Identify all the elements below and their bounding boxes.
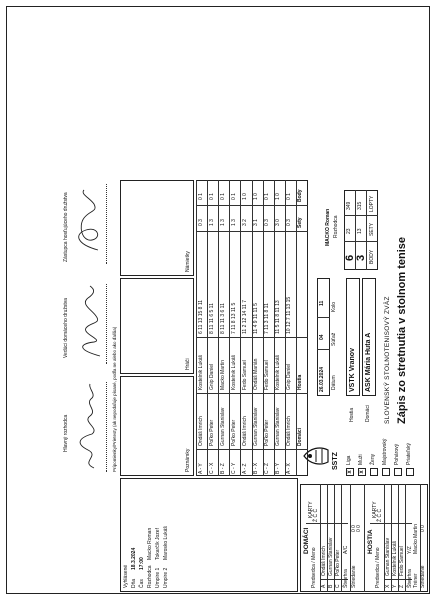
game-home-player: Gurnan Stanislav [275,407,282,446]
home-score-sety: 13 [357,228,363,234]
home-heading: DOMÁCI [303,527,310,554]
label-zeny: Ženy [370,453,376,465]
game-sets-result: 3 1 [253,219,260,226]
game-sets-result: 0 3 [197,219,204,226]
game-home-player: Poľko Peter [230,419,237,446]
label-priatelsky: Priateľský [406,442,412,465]
checkbox-liga[interactable]: x [346,468,354,476]
game-pairing: C - X [208,462,215,474]
notes-small-label: Hráči [185,358,191,370]
footer-ump1: Tokarčík Jozef [155,528,161,560]
footer-info [120,478,298,592]
home-panel [300,484,364,592]
game-pairing: C - Y [230,462,237,474]
score-header-lopty: LOPTY [369,195,375,212]
game-away-player: Ondáš Marián [253,358,260,390]
game-away-player: Kostelnik Lukáš [197,354,204,390]
game-set-scores: 7 11 3 11 8 11 [264,303,271,334]
round-number: 11 [319,300,325,306]
home-sub-vals: 0 0 [351,525,357,532]
notes-right-label: Námietky [185,251,191,272]
home-card-cols: Ž Č Č [313,508,319,522]
home-row-key: A [321,584,327,588]
game-pairing: A - X [286,463,293,474]
game-set-scores: 8 11 11 3 6 11 [219,303,226,334]
home-sub-vals: 0 0 [356,525,362,532]
game-home-player: Gurnan Stanislav [253,407,260,446]
game-away-player: Kostelnik Lukáš [230,354,237,390]
footer-time-label: Čas [139,579,145,588]
game-sets-result: 0 3 [286,219,293,226]
match-info [314,184,380,424]
game-pairing: B - Y [275,462,282,474]
label-poharovy: Pohárový [394,443,400,465]
away-score-lopty: 349 [346,201,352,210]
home-player-name: Ondáš Imrich [321,546,327,576]
checkbox-muzi[interactable]: x [358,468,366,476]
game-home-player: Ondáš Imrich [286,416,293,446]
notes-middle-box [120,278,194,374]
home-team-name: ASK Mária Huta A [365,332,372,392]
game-sets-result: 1 3 [219,219,226,226]
away-score-body: 6 [344,254,356,261]
notes-left-box [120,376,194,476]
col-header-sets: Sety [297,217,303,228]
home-leader-signature [70,382,106,472]
away-player-name: Guman Stanislav [385,537,391,576]
competition-label: Súťaž [331,332,337,346]
match-date: 26.03.2024 [319,366,325,392]
date-label: Dátum [331,375,337,390]
home-captain-label: Predsedca / Meno [311,547,317,588]
label-liga: Liga [346,455,352,465]
game-set-scores: 10 12 7 11 13 15 [286,296,293,334]
game-home-player: Poľko Peter [264,419,271,446]
away-row-key: X [385,584,391,588]
referee-name: MACKO Roman [325,208,331,246]
game-home-player: Ondáš Imrich [197,416,204,446]
footer-deleg-label: Vyhlásené [123,564,129,588]
game-points: 0 1 [197,193,204,200]
col-header-home: Domáci [297,427,303,446]
game-away-player: Kostelnik Lukáš [275,354,282,390]
game-points: 1 0 [242,193,248,200]
game-set-scores: 11 2 12 14 11 7 [242,299,248,334]
home-row-key: C [335,584,341,588]
home-score-lopty: 315 [357,201,363,210]
col-header-away: Hostia [297,374,303,390]
game-pairing: A - Z [242,463,248,474]
game-set-scores: 11 4 9 11 11 5 [253,303,260,334]
logo-text: SSTZ [332,452,339,470]
away-leader-signature [68,188,108,260]
footer-date: 18.3.2024 [131,547,137,570]
home-player-name: Poľko Peter [335,549,341,576]
round-label: Kolo [331,301,337,312]
away-team-name: VSTK Vranov [349,348,356,392]
checkbox-poharovy[interactable] [394,468,402,476]
away-panel [364,484,428,592]
away-team-label: Hostia [349,407,355,422]
home-doubles-label: Štvorhra [343,569,349,588]
away-sub-label: Striedanie [420,565,426,588]
game-pairing: C - Z [264,462,271,474]
game-away-player: Fedo Samuel [242,360,248,390]
checkbox-majstrovsky[interactable] [382,468,390,476]
game-sets-result: 1 3 [230,219,237,226]
footer-ump2: Marosko Lukáš [163,526,169,560]
game-away-player: Gnip Daniel [286,363,293,390]
competition-number: 04 [319,334,325,340]
game-away-player: Fedo Samuel [264,360,271,390]
away-player-name: Kostelnik Lukáš [392,540,398,576]
footer-ump2-label: Umpire 2 [163,567,169,588]
game-home-player: Poľko Peter [208,419,215,446]
home-leader-caption: Vedúci domáceho družstva [63,297,69,358]
home-score-body: 3 [355,254,367,261]
game-sets-result: 1 3 [208,219,215,226]
game-set-scores: 7 11 8 13 11 5 [230,302,237,334]
label-muzi: Muži [358,454,364,465]
footer-referee-label: Rozhodca [147,565,153,588]
game-points: 0 1 [264,193,271,200]
footer-ump1-label: Umpire 1 [155,567,161,588]
home-player-name: Gurnan Stanislav [328,537,334,576]
competition-type-box [344,428,428,482]
game-sets-result: 3 0 [275,219,282,226]
game-set-scores: 6 11 13 15 8 11 [197,299,204,334]
away-coach-label: Tréner [413,573,419,588]
notes-left-label: Poznámky [185,448,191,472]
checkbox-zeny[interactable] [370,468,378,476]
away-doubles-value: Y/Z [407,546,413,554]
game-set-scores: 11 5 11 8 11 13 [275,300,282,334]
away-leader-caption: Zástupca hosťujúceho družstva [63,192,69,262]
away-card-cols: Ž Č Č [377,508,383,522]
game-points: 0 1 [208,193,215,200]
away-captain-label: Predsedca / Meno [375,547,381,588]
home-team-label: Domáci [365,405,371,422]
score-header-body: BODY [369,249,375,264]
game-pairing: B - Z [219,463,226,474]
games-table-body [196,180,308,476]
statement-text: Prípomienky/Prietesty (ak nepodaľuje písané, podľa ne alebo ako ďalšia) [112,326,117,472]
main-referee-caption: Hlavný rozhodca [63,414,69,452]
game-home-player: Gurnan Stanislav [219,407,226,446]
col-header-points: Body [297,189,303,202]
footer-referee: Macko Roman [147,527,153,560]
home-row-key: B [328,584,334,588]
game-points: 0 1 [219,193,226,200]
referee-signature [72,284,108,364]
away-row-key: Z [399,584,405,588]
checkbox-priatelsky[interactable] [406,468,414,476]
federation-name: SLOVENSKÝ STOLNOTENISOVÝ ZVÄZ [384,296,391,424]
footer-date-label: Dňa [131,578,137,588]
game-set-scores: 8 11 11 6 5 11 [208,303,215,334]
away-coach-name: Macko Martin [413,523,419,554]
game-sets-result: 0 3 [264,219,271,226]
game-pairing: B - X [253,462,260,474]
referee-label: Rozhodca [333,215,339,238]
away-cards-label: KARTY [372,501,378,518]
home-cards-label: KARTY [308,501,314,518]
score-header-sety: SETY [369,222,375,236]
away-row-key: Y [392,584,398,588]
away-sub-vals: 0 0 [420,525,426,532]
game-away-player: Gnip Daniel [208,363,215,390]
game-away-player: Macko Martin [219,359,226,390]
game-sets-result: 3 2 [242,219,248,226]
game-points: 1 0 [253,193,260,200]
game-pairing: A - Y [197,463,204,474]
notes-right-box [120,180,194,276]
page-title: Zápis zo stretnutia v stolnom tenise [396,236,408,424]
away-player-name: Fedo Samuel [399,546,405,576]
game-home-player: Ondáš Imrich [242,416,248,446]
footer-time: 17:00 [139,557,145,570]
home-sub-label: Striedanie [351,565,357,588]
game-points: 1 0 [275,193,282,200]
home-doubles-value: A/C [343,545,349,554]
away-doubles-label: Štvorhra [407,569,413,588]
label-majstrovsky: Majstrovský [382,438,388,465]
away-heading: HOSTIA [367,529,374,554]
game-points: 0 1 [230,193,237,200]
away-score-sety: 23 [346,228,352,234]
game-points: 0 1 [286,193,293,200]
